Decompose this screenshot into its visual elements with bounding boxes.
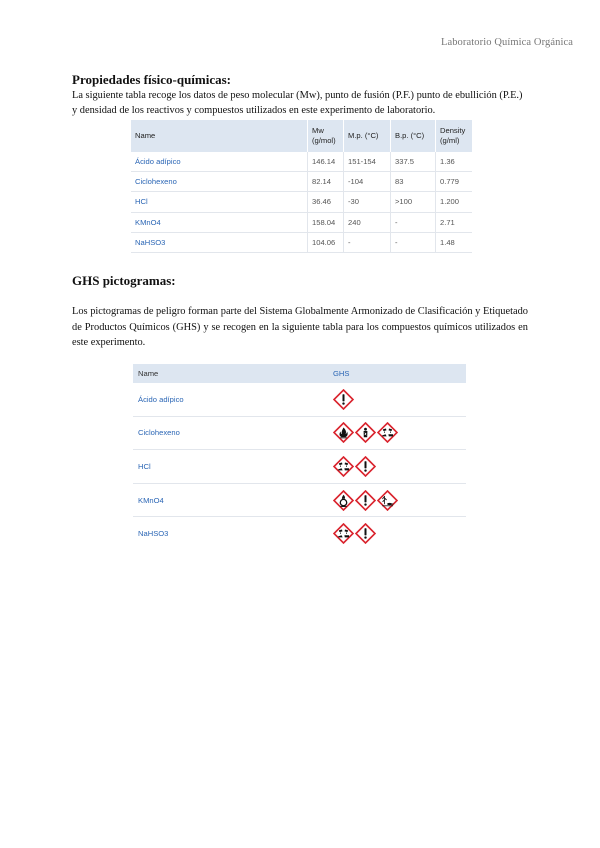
col-header-ghs: GHS [328, 364, 466, 383]
ghs-corrosion-icon [333, 523, 354, 544]
page-header-title: Laboratorio Química Orgánica [440, 37, 573, 48]
col-header-density [436, 120, 473, 152]
cell-mw: 82.14 [308, 172, 344, 192]
cell-bp: - [391, 232, 436, 252]
compound-name-link[interactable]: NaHSO3 [138, 529, 169, 539]
cell-density: 1.200 [436, 192, 473, 212]
cell-bp: - [391, 212, 436, 232]
table-row [133, 416, 466, 450]
col-header-density-line2: (g/ml) [440, 136, 460, 145]
cell-mp: 240 [344, 212, 391, 232]
ghs-pictograms-cell [328, 416, 466, 450]
cell-density: 0.779 [436, 172, 473, 192]
cell-density: 1.36 [436, 152, 473, 172]
cell-mp: -104 [344, 172, 391, 192]
cell-density: 1.48 [436, 232, 473, 252]
table-row [131, 152, 472, 172]
compound-name-link[interactable]: Ácido adípico [133, 383, 328, 416]
cell-bp: 337.5 [391, 152, 436, 172]
cell-bp: >100 [391, 192, 436, 212]
compound-name-link[interactable]: KMnO4 [131, 212, 308, 232]
table-row [131, 172, 472, 192]
compound-name-link[interactable]: Ciclohexeno [133, 416, 328, 450]
col-header-mw-line2: (g/mol) [312, 136, 336, 145]
ghs-pictograms-cell [328, 383, 466, 416]
cell-mp: - [344, 232, 391, 252]
compound-name-link[interactable]: Ciclohexeno [131, 172, 308, 192]
table-row [131, 192, 472, 212]
table-row [133, 450, 466, 484]
cell-bp: 83 [391, 172, 436, 192]
ghs-exclamation-mark-icon [355, 523, 376, 544]
cell-mp: -30 [344, 192, 391, 212]
cell-mw: 158.04 [308, 212, 344, 232]
ghs-corrosion-icon [333, 456, 354, 477]
ghs-flame-over-circle-icon [333, 490, 354, 511]
pictogram-group [333, 389, 461, 410]
pictogram-group [333, 523, 461, 544]
ghs-exclamation-mark-icon [333, 389, 354, 410]
section-title-ghs: GHS pictogramas: [72, 273, 176, 288]
cell-density: 2.71 [436, 212, 473, 232]
col-header-density-line1: Density [440, 126, 466, 135]
ghs-pictograms-cell [328, 450, 466, 484]
ghs-environment-icon [377, 490, 398, 511]
ghs-exclamation-mark-icon [355, 490, 376, 511]
compound-name-link[interactable]: Ácido adípico [131, 152, 308, 172]
table-row [131, 212, 472, 232]
col-header-bp: B.p. (°C) [391, 120, 436, 152]
properties-table-header [131, 120, 472, 152]
pictogram-group [333, 490, 461, 511]
table-row [133, 383, 466, 416]
table-row [133, 517, 466, 550]
compound-name-link[interactable]: HCl [133, 450, 328, 484]
table-row [133, 483, 466, 517]
ghs-pictograms-cell [328, 483, 466, 517]
table-row [131, 232, 472, 252]
ghs-health-hazard-icon [355, 422, 376, 443]
pictogram-group [333, 456, 461, 477]
ghs-paragraph: Los pictogramas de peligro forman parte del Sistema Globalmente Armonizado de Clasificación y Etiquetado de Productos Químicos (GHS) y se recogen en la siguiente tabla para los compuestos químicos utilizados en este experimento. [72, 306, 528, 348]
pictogram-group [333, 422, 461, 443]
cell-mp: 151-154 [344, 152, 391, 172]
compound-name-link[interactable]: NaHSO3 [131, 232, 308, 252]
col-header-mp: M.p. (°C) [344, 120, 391, 152]
properties-paragraph: La siguiente tabla recoge los datos de peso molecular (Mw), punto de fusión (P.F.) punto de ebullición (P.E.) y densidad de los reactivos y compuestos utilizados en este experimento de laboratorio. [72, 90, 523, 116]
cell-mw: 36.46 [308, 192, 344, 212]
ghs-flame-icon [333, 422, 354, 443]
col-header-name: Name [133, 364, 328, 383]
section-title-properties: Propiedades físico-químicas: [72, 72, 232, 87]
cell-mw: 104.06 [308, 232, 344, 252]
ghs-table-header [133, 364, 466, 383]
ghs-pictograms-cell [328, 517, 466, 550]
compound-name-link[interactable]: KMnO4 [133, 483, 328, 517]
ghs-corrosion-icon [377, 422, 398, 443]
compound-name-link[interactable]: HCl [131, 192, 308, 212]
col-header-name: Name [131, 120, 308, 152]
ghs-exclamation-mark-icon [355, 456, 376, 477]
ghs-table [133, 364, 466, 550]
col-header-mw [308, 120, 344, 152]
col-header-mw-line1: Mw [312, 126, 324, 135]
cell-mw: 146.14 [308, 152, 344, 172]
properties-table [131, 120, 472, 253]
